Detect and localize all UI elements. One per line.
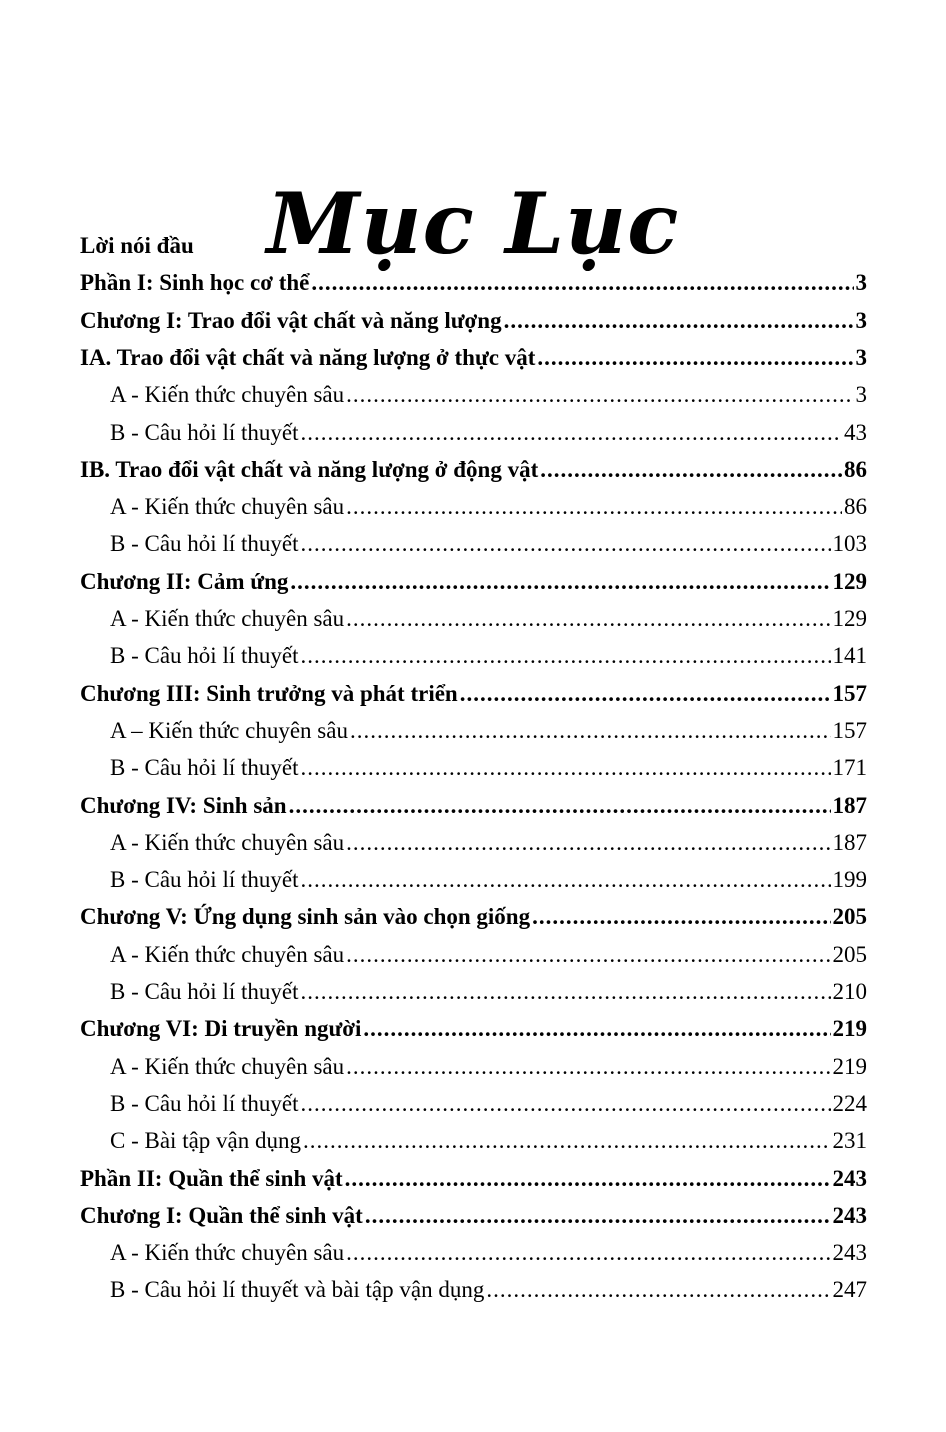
toc-entry-label: Chương II: Cảm ứng [80,568,289,594]
toc-page-number: 86 [844,494,867,520]
toc-page-number: 210 [832,979,867,1004]
toc-subentry [110,1085,867,1122]
toc-entry [80,1160,867,1197]
dot-leader [300,861,830,898]
toc-page-number: 205 [832,941,867,967]
toc-entry [80,302,867,339]
toc-entry-label: B - Câu hỏi lí thuyết [110,419,299,445]
dot-leader [300,749,830,786]
toc-page-number: 157 [832,717,867,743]
dot-leader [290,563,830,600]
toc-subentry [110,712,867,749]
toc-entry-label: Lời nói đầu [80,233,194,258]
toc-page-number: 231 [832,1128,867,1154]
toc-page-number: 157 [832,680,867,706]
toc-entry [80,1010,867,1047]
dot-leader [346,600,830,637]
toc-entry [80,339,867,376]
toc-entry [80,787,867,824]
toc-entry-label: B - Câu hỏi lí thuyết [110,643,299,669]
toc-subentry [110,1122,867,1159]
toc-entry-label: IA. Trao đổi vật chất và năng lượng ở thực vật [80,344,536,370]
dot-leader [300,414,842,451]
toc-page-number: 243 [832,1240,867,1266]
page-title: Mục Lục [266,174,680,274]
dot-leader [300,1085,830,1122]
toc-entry-label: A - Kiến thức chuyên sâu [110,1053,345,1079]
toc-entry-label: A – Kiến thức chuyên sâu [110,717,348,743]
toc-page-number: 3 [855,270,867,296]
dot-leader [504,302,854,339]
toc-subentry [110,749,867,786]
toc-subentry [110,1271,867,1308]
toc-page-number: 187 [832,792,867,818]
toc-subentry [110,637,867,674]
dot-leader [363,1010,830,1047]
dot-leader [346,936,830,973]
toc-subentry [110,414,867,451]
toc-page-number: 243 [832,1165,867,1191]
dot-leader [486,1271,830,1308]
dot-leader [289,787,831,824]
toc-page-number: 247 [832,1277,867,1303]
dot-leader [350,712,831,749]
dot-leader [537,339,853,376]
toc-entry-label: B - Câu hỏi lí thuyết [110,1090,299,1116]
toc-subentry [110,525,867,562]
toc-entry [80,451,867,488]
toc-entry-label: IB. Trao đổi vật chất và năng lượng ở động vật [80,456,539,482]
toc-entry-label: A - Kiến thức chuyên sâu [110,1240,345,1266]
toc-entry-label: A - Kiến thức chuyên sâu [110,829,345,855]
dot-leader [540,451,842,488]
toc-subentry [110,488,867,525]
toc-entry-label: Phần I: Sinh học cơ thể [80,270,310,296]
toc-page-number: 43 [844,419,867,445]
toc-entry [80,675,867,712]
toc-page-number: 86 [844,456,867,482]
toc-page-number: 3 [855,307,867,333]
toc-entry-label: C - Bài tập vận dụng [110,1128,301,1154]
dot-leader [365,1197,831,1234]
dot-leader [346,1048,830,1085]
toc-entry-label: A - Kiến thức chuyên sâu [110,606,345,631]
toc-entry-label: A - Kiến thức chuyên sâu [110,941,345,967]
toc-subentry [110,376,867,413]
dot-leader [346,376,853,413]
toc-entry-label: A - Kiến thức chuyên sâu [110,494,345,520]
toc-subentry [110,1234,867,1271]
toc-page-number: 129 [832,606,867,631]
toc-entry-label: B - Câu hỏi lí thuyết và bài tập vận dụng [110,1277,485,1303]
dot-leader [345,1160,831,1197]
toc-entry-label: Chương VI: Di truyền người [80,1016,362,1042]
toc-page-number: 129 [832,568,867,594]
toc-subentry [110,824,867,861]
toc-page-number: 199 [832,867,867,893]
toc-entry-label: Phần II: Quần thể sinh vật [80,1165,343,1191]
dot-leader [346,488,842,525]
toc-subentry [110,936,867,973]
toc-entry [80,898,867,935]
toc-page-number: 141 [832,643,867,669]
toc-entry-label: Chương I: Trao đổi vật chất và năng lượng [80,307,502,333]
toc-page-number: 171 [832,755,867,781]
toc-page-number: 219 [832,1053,867,1079]
toc-entry-label: Chương I: Quần thể sinh vật [80,1202,363,1228]
toc-entry [80,1197,867,1234]
toc-entry-label: B - Câu hỏi lí thuyết [110,979,299,1004]
dot-leader [300,637,830,674]
toc-entry-label: B - Câu hỏi lí thuyết [110,755,299,781]
dot-leader [311,264,853,301]
dot-leader [532,898,830,935]
toc-entry-label: Chương IV: Sinh sản [80,792,287,818]
toc-entry [80,264,867,301]
toc-page-number: 3 [855,382,867,408]
toc-page-number: 205 [832,904,867,930]
toc-subentry [110,973,867,1010]
toc-entry-label: A - Kiến thức chuyên sâu [110,382,345,408]
dot-leader [300,525,830,562]
toc-page-number: 3 [855,344,867,370]
toc-page-number: 243 [832,1202,867,1228]
toc-entry-label: B - Câu hỏi lí thuyết [110,867,299,893]
dot-leader [300,973,830,1010]
dot-leader [303,1122,831,1159]
toc-subentry [110,1048,867,1085]
toc-entry-label: Chương III: Sinh trưởng và phát triển [80,680,458,706]
dot-leader [460,675,831,712]
toc-page-number: 103 [832,531,867,557]
toc-page-number: 224 [832,1090,867,1116]
toc-page-number: 219 [832,1016,867,1042]
toc-entry-label: Chương V: Ứng dụng sinh sản vào chọn giống [80,904,531,930]
toc-subentry [110,600,867,637]
toc-page-number: 187 [832,829,867,855]
dot-leader [346,824,830,861]
dot-leader [346,1234,830,1271]
toc-subentry [110,861,867,898]
toc-entry-label: B - Câu hỏi lí thuyết [110,531,299,557]
toc-entry-preface [80,227,867,264]
toc-entry [80,563,867,600]
